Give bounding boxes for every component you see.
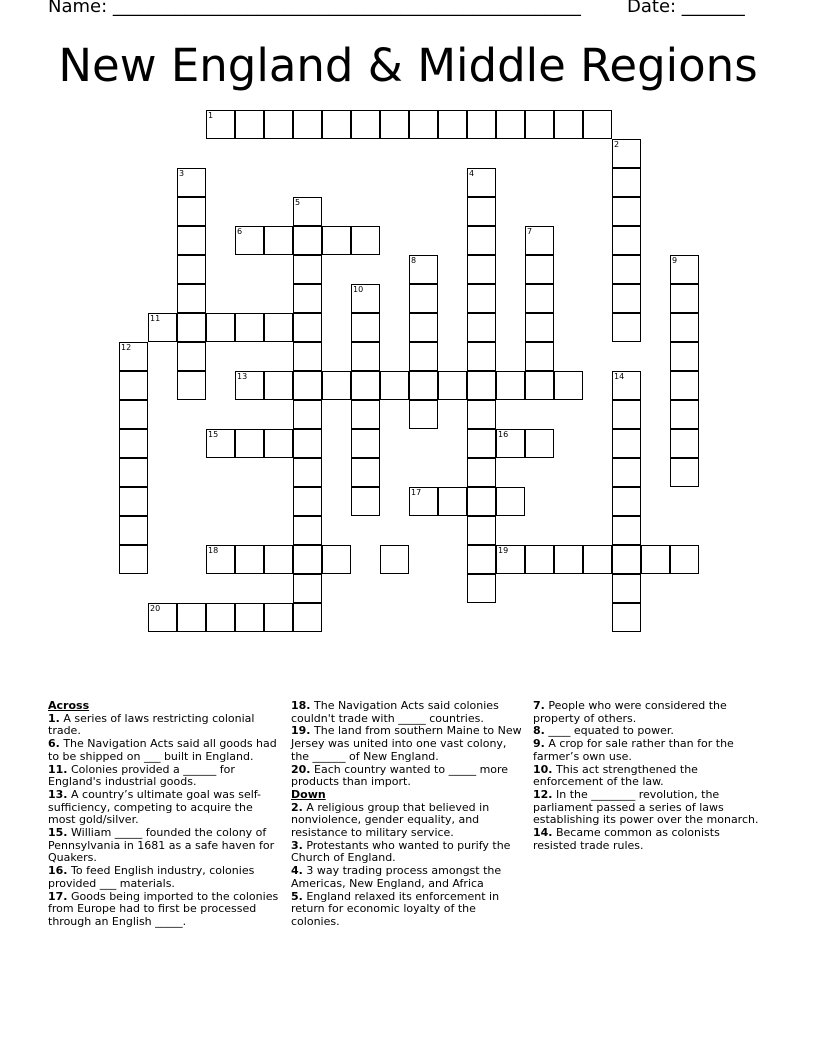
clue-number: 11 [150,314,161,323]
clue-item-text: Each country wanted to _____ more products than import. [291,762,509,789]
grid-cell[interactable] [322,545,351,574]
grid-cell[interactable] [438,110,467,139]
grid-cell[interactable] [496,545,525,574]
grid-cell[interactable] [409,110,438,139]
grid-cell[interactable] [177,603,206,632]
clue-item [48,713,280,738]
grid-cell[interactable] [206,313,235,342]
grid-cell[interactable] [235,545,264,574]
clue-item-text: England relaxed its enforcement in return for economic loyalty of the colonies. [291,889,500,928]
clue-item-text: Colonies provided a ______ for England's industrial goods. [48,762,235,789]
grid-cell[interactable] [467,255,496,284]
clue-item-text: The land from southern Maine to New Jersey was united into one vast colony, the ______ of New England. [291,724,522,763]
grid-cell[interactable] [322,110,351,139]
grid-cell[interactable] [293,371,322,400]
clue-item-text: The Navigation Acts said all goods had to be shipped on ___ built in England. [48,737,277,763]
grid-cell[interactable] [177,197,206,226]
grid-cell[interactable] [525,226,554,255]
grid-cell[interactable] [496,487,525,516]
grid-cell[interactable] [612,516,641,545]
grid-cell[interactable] [177,255,206,284]
grid-cell[interactable] [670,429,699,458]
grid-cell[interactable] [409,487,438,516]
clue-number: 1 [208,111,214,120]
grid-cell[interactable] [264,313,293,342]
grid-cell[interactable] [206,603,235,632]
clue-item [291,725,523,763]
grid-cell[interactable] [554,545,583,574]
grid-cell[interactable] [612,603,641,632]
grid-cell[interactable] [351,429,380,458]
clue-number: 18 [208,546,219,555]
grid-cell[interactable] [177,342,206,371]
clue-number: 5 [295,198,301,207]
grid-cell[interactable] [148,313,177,342]
grid-cell[interactable] [467,110,496,139]
clue-number: 7 [527,227,533,236]
grid-cell[interactable] [235,110,264,139]
grid-cell[interactable] [612,574,641,603]
grid-cell[interactable] [351,487,380,516]
clue-item-text: To feed English industry, colonies provided ___ materials. [48,864,255,890]
clue-item-number: 10. [533,762,553,776]
grid-cell[interactable] [235,603,264,632]
grid-cell[interactable] [670,545,699,574]
clue-item [48,764,280,789]
grid-cell[interactable] [351,226,380,255]
grid-cell[interactable] [641,545,670,574]
grid-cell[interactable] [264,545,293,574]
grid-cell[interactable] [467,487,496,516]
grid-cell[interactable] [119,342,148,371]
grid-cell[interactable] [467,313,496,342]
grid-cell[interactable] [351,400,380,429]
grid-cell[interactable] [293,110,322,139]
grid-cell[interactable] [206,545,235,574]
grid-cell[interactable] [612,313,641,342]
clue-item-text: William _____ founded the colony of Pennsylvania in 1681 as a safe haven for Quakers. [48,826,275,865]
grid-cell[interactable] [409,400,438,429]
grid-cell[interactable] [119,400,148,429]
grid-cell[interactable] [177,371,206,400]
grid-cell[interactable] [467,429,496,458]
grid-cell[interactable] [293,458,322,487]
clue-item-number: 1. [48,711,60,725]
grid-cell[interactable] [612,487,641,516]
grid-cell[interactable] [264,603,293,632]
clue-item-number: 3. [291,838,303,852]
grid-cell[interactable] [612,168,641,197]
page-title: New England & Middle Regions [58,39,758,92]
grid-cell[interactable] [264,429,293,458]
grid-cell[interactable] [467,342,496,371]
clue-item-text: This act strengthened the enforcement of the law. [533,762,698,789]
grid-cell[interactable] [177,168,206,197]
grid-cell[interactable] [467,197,496,226]
grid-cell[interactable] [322,371,351,400]
grid-cell[interactable] [293,342,322,371]
clue-number: 16 [498,430,509,439]
grid-cell[interactable] [670,458,699,487]
clue-item-number: 11. [48,762,68,776]
clue-item [291,764,523,789]
clue-number: 6 [237,227,243,236]
clue-number: 4 [469,169,475,178]
grid-cell[interactable] [525,545,554,574]
date-field[interactable]: Date: _______ [627,0,745,17]
clue-item-number: 20. [291,762,311,776]
clue-item [533,700,765,725]
grid-cell[interactable] [670,400,699,429]
grid-cell[interactable] [148,603,177,632]
grid-cell[interactable] [119,545,148,574]
clue-section-heading: Down [291,787,326,801]
clues-column-2 [291,700,523,929]
grid-cell[interactable] [525,371,554,400]
grid-cell[interactable] [293,313,322,342]
grid-cell[interactable] [409,371,438,400]
clue-item [48,738,280,763]
clue-number: 14 [614,372,625,381]
clue-item-number: 18. [291,699,311,712]
grid-cell[interactable] [409,255,438,284]
grid-cell[interactable] [670,342,699,371]
grid-cell[interactable] [264,371,293,400]
grid-cell[interactable] [119,371,148,400]
grid-cell[interactable] [293,429,322,458]
grid-cell[interactable] [177,226,206,255]
grid-cell[interactable] [293,516,322,545]
grid-cell[interactable] [612,197,641,226]
grid-cell[interactable] [380,545,409,574]
clue-item-text: People who were considered the property of others. [533,699,727,725]
clue-item-text: A religious group that believed in nonviolence, gender equality, and resistance to military service. [291,800,490,840]
grid-cell[interactable] [293,284,322,313]
grid-cell[interactable] [235,371,264,400]
grid-cell[interactable] [438,487,467,516]
grid-cell[interactable] [525,313,554,342]
grid-cell[interactable] [264,110,293,139]
clue-item-number: 16. [48,864,68,878]
grid-cell[interactable] [467,168,496,197]
clue-item [48,891,280,929]
clue-number: 8 [411,256,417,265]
grid-cell[interactable] [467,226,496,255]
clue-item-number: 5. [291,889,303,903]
clue-item-number: 8. [533,724,545,738]
clue-item [48,789,280,827]
clue-number: 15 [208,430,219,439]
clue-item [48,865,280,890]
grid-cell[interactable] [409,313,438,342]
grid-cell[interactable] [525,284,554,313]
clue-item-text: A crop for sale rather than for the farmer’s own use. [533,737,734,763]
clue-number: 19 [498,546,509,555]
clue-item-text: A country’s ultimate goal was self-sufficiency, competing to acquire the most gold/silver. [48,787,262,827]
clue-item-number: 19. [291,724,311,738]
grid-cell[interactable] [351,458,380,487]
name-field[interactable]: Name: ____________________________________________________ [48,0,581,17]
grid-cell[interactable] [525,255,554,284]
clue-item-text: 3 way trading process amongst the Americas, New England, and Africa [291,864,502,890]
grid-cell[interactable] [525,429,554,458]
clue-item-text: Protestants who wanted to purify the Church of England. [291,838,511,865]
grid-cell[interactable] [496,429,525,458]
grid-cell[interactable] [119,487,148,516]
grid-cell[interactable] [351,371,380,400]
grid-cell[interactable] [554,371,583,400]
clue-number: 20 [150,604,161,613]
grid-cell[interactable] [293,603,322,632]
grid-cell[interactable] [322,226,351,255]
grid-cell[interactable] [467,574,496,603]
grid-cell[interactable] [467,545,496,574]
grid-cell[interactable] [409,342,438,371]
grid-cell[interactable] [235,226,264,255]
clue-number: 9 [672,256,678,265]
clue-number: 12 [121,343,132,352]
grid-cell[interactable] [235,429,264,458]
grid-cell[interactable] [670,255,699,284]
grid-cell[interactable] [206,429,235,458]
grid-cell[interactable] [206,110,235,139]
clue-item [48,827,280,865]
clue-item-number: 12. [533,787,553,801]
grid-cell[interactable] [467,284,496,313]
clue-item-text: Goods being imported to the colonies from Europe had to first be processed through an English _____. [48,889,279,928]
clue-item-number: 4. [291,864,303,878]
grid-cell[interactable] [351,110,380,139]
grid-cell[interactable] [293,574,322,603]
grid-cell[interactable] [612,545,641,574]
grid-cell[interactable] [670,371,699,400]
clue-item [533,827,765,852]
clue-item-number: 7. [533,699,545,712]
grid-cell[interactable] [380,371,409,400]
grid-cell[interactable] [583,110,612,139]
clue-item [291,700,523,725]
clue-item-number: 17. [48,889,68,903]
grid-cell[interactable] [438,371,467,400]
clue-section-heading: Across [48,699,90,712]
clue-item-text: The Navigation Acts said colonies couldn't trade with _____ countries. [291,699,499,725]
grid-cell[interactable] [119,429,148,458]
grid-cell[interactable] [467,371,496,400]
clue-item-text: Became common as colonists resisted trade rules. [533,826,720,852]
grid-cell[interactable] [119,458,148,487]
clue-item-number: 13. [48,787,68,801]
clue-item-number: 14. [533,826,553,840]
grid-cell[interactable] [612,139,641,168]
grid-cell[interactable] [293,487,322,516]
clues-column-3 [533,700,765,852]
grid-cell[interactable] [293,255,322,284]
grid-cell[interactable] [293,197,322,226]
grid-cell[interactable] [612,284,641,313]
grid-cell[interactable] [496,371,525,400]
grid-cell[interactable] [583,545,612,574]
grid-cell[interactable] [670,313,699,342]
grid-cell[interactable] [467,458,496,487]
grid-cell[interactable] [525,110,554,139]
clues-column-1 [48,700,280,929]
clue-item [533,738,765,763]
clue-number: 2 [614,140,620,149]
grid-cell[interactable] [177,313,206,342]
grid-cell[interactable] [612,458,641,487]
grid-cell[interactable] [612,400,641,429]
grid-cell[interactable] [293,226,322,255]
grid-cell[interactable] [293,400,322,429]
grid-cell[interactable] [612,429,641,458]
clue-item [291,840,523,865]
grid-cell[interactable] [525,342,554,371]
grid-cell[interactable] [612,371,641,400]
clue-item-text: ____ equated to power. [544,724,674,738]
clue-item [291,865,523,890]
clue-item [291,802,523,840]
clue-item-number: 6. [48,737,60,751]
clue-item-number: 15. [48,826,68,840]
clue-item [291,891,523,929]
grid-cell[interactable] [351,342,380,371]
grid-cell[interactable] [467,400,496,429]
grid-cell[interactable] [496,110,525,139]
grid-cell[interactable] [235,313,264,342]
grid-cell[interactable] [554,110,583,139]
clue-item-number: 9. [533,737,545,751]
grid-cell[interactable] [380,110,409,139]
clue-item-number: 2. [291,800,303,814]
clue-number: 3 [179,169,185,178]
grid-cell[interactable] [612,226,641,255]
clue-item-text: In the ________ revolution, the parliament passed a series of laws establishing its power over the monarch. [533,787,759,827]
grid-cell[interactable] [612,255,641,284]
clue-item [533,789,765,827]
grid-cell[interactable] [467,516,496,545]
grid-cell[interactable] [409,284,438,313]
clue-item-text: A series of laws restricting colonial trade. [48,711,255,738]
grid-cell[interactable] [351,313,380,342]
grid-cell[interactable] [177,284,206,313]
grid-cell[interactable] [351,284,380,313]
grid-cell[interactable] [264,226,293,255]
clue-number: 10 [353,285,364,294]
grid-cell[interactable] [119,516,148,545]
clue-item [533,764,765,789]
grid-cell[interactable] [670,284,699,313]
clue-number: 17 [411,488,422,497]
clue-number: 13 [237,372,248,381]
grid-cell[interactable] [293,545,322,574]
